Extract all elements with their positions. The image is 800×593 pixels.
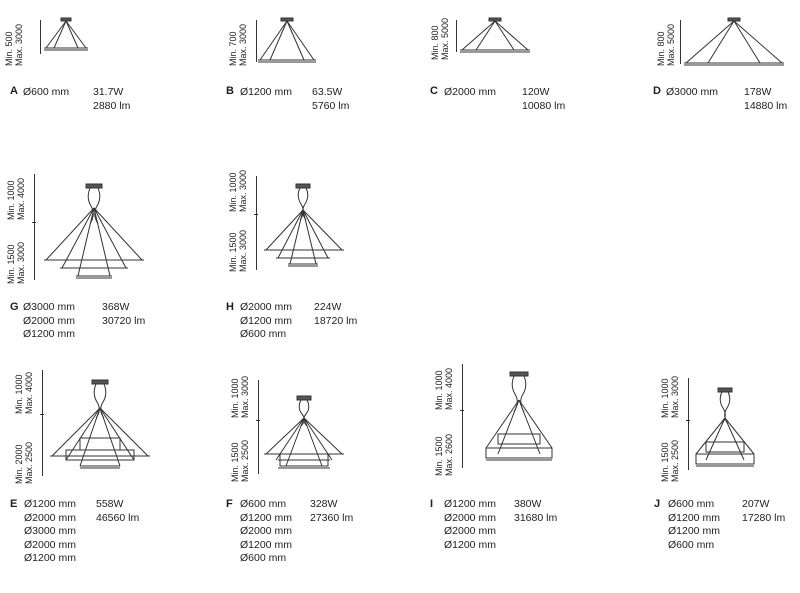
dimension-tick — [254, 214, 258, 215]
model-a-lumens: 2880 lm — [93, 99, 131, 112]
model-j-height-range-upper: Min. 1000 Max. 3000 — [660, 375, 680, 418]
dimension-line — [258, 380, 259, 474]
model-e-lumens: 46560 lm — [96, 511, 140, 524]
model-a-diameters: Ø600 mm — [23, 86, 70, 98]
model-j-output — [742, 498, 785, 525]
dimension-tick — [256, 420, 260, 421]
model-f-power: 328W — [310, 498, 338, 510]
model-f-lumens: 27360 lm — [310, 511, 354, 524]
model-c-power: 120W — [522, 86, 550, 98]
model-d-lumens: 14880 lm — [744, 99, 788, 112]
dimension-line — [42, 370, 43, 476]
model-g-height-range-lower: Min. 1500 Max. 3000 — [6, 241, 26, 284]
model-i-output — [514, 498, 557, 525]
model-a-pendant-illustration — [44, 18, 94, 58]
dimension-tick — [40, 414, 44, 415]
model-j-pendant-illustration — [694, 388, 758, 472]
model-e-pendant-illustration — [50, 380, 160, 480]
model-f-diameters: Ø600 mm Ø1200 mm Ø2000 mm Ø1200 mm Ø600 mm — [240, 498, 292, 564]
model-i-height-range-lower: Min. 1500 Max. 2600 — [434, 433, 454, 476]
model-g-power: 368W — [102, 301, 130, 313]
model-g-letter: G — [10, 301, 19, 313]
model-c-output — [522, 86, 565, 113]
model-b-diameters: Ø1200 mm — [240, 86, 292, 98]
model-i-height-range-upper: Min. 1000 Max. 4000 — [434, 367, 454, 410]
model-h-lumens: 18720 lm — [314, 314, 358, 327]
dimension-line — [688, 378, 689, 470]
model-c-letter: C — [430, 85, 438, 97]
dimension-tick — [32, 222, 36, 223]
model-d-pendant-illustration — [684, 18, 784, 68]
model-c-lumens: 10080 lm — [522, 99, 566, 112]
model-d-power: 178W — [744, 86, 772, 98]
model-h-output — [314, 301, 357, 328]
model-a-power: 31.7W — [93, 86, 124, 98]
model-a-letter: A — [10, 85, 18, 97]
model-g-pendant-illustration — [44, 184, 152, 284]
model-h-pendant-illustration — [264, 184, 348, 274]
model-b-pendant-illustration — [258, 18, 318, 66]
model-f-output — [310, 498, 353, 525]
model-c-diameters: Ø2000 mm — [444, 86, 496, 98]
model-f-letter: F — [226, 498, 233, 510]
model-h-height-range-upper: Min. 1000 Max. 3000 — [228, 169, 248, 212]
model-h-diameters: Ø2000 mm Ø1200 mm Ø600 mm — [240, 301, 292, 340]
model-c-height-range: Min. 800 Max. 5000 — [430, 17, 450, 60]
dimension-line — [680, 20, 681, 64]
dimension-line — [456, 20, 457, 52]
model-j-lumens: 17280 lm — [742, 511, 786, 524]
model-j-diameters: Ø600 mm Ø1200 mm Ø1200 mm Ø600 mm — [668, 498, 720, 551]
model-i-pendant-illustration — [484, 372, 554, 468]
model-h-power: 224W — [314, 301, 342, 313]
model-g-height-range-upper: Min. 1000 Max. 4000 — [6, 177, 26, 220]
model-e-height-range-lower: Min. 2000 Max. 2500 — [14, 441, 34, 484]
model-g-lumens: 30720 lm — [102, 314, 146, 327]
model-g-output — [102, 301, 145, 328]
dimension-line — [34, 174, 35, 280]
model-e-output — [96, 498, 139, 525]
dimension-tick — [460, 410, 464, 411]
model-a-output — [93, 86, 130, 113]
model-b-letter: B — [226, 85, 234, 97]
dimension-tick — [686, 420, 690, 421]
model-d-output — [744, 86, 787, 113]
model-c-pendant-illustration — [460, 18, 530, 56]
dimension-line — [40, 20, 41, 54]
model-b-lumens: 5760 lm — [312, 99, 350, 112]
model-g-diameters: Ø3000 mm Ø2000 mm Ø1200 mm — [23, 301, 75, 340]
model-j-power: 207W — [742, 498, 770, 510]
model-e-letter: E — [10, 498, 18, 510]
model-f-height-range-upper: Min. 1000 Max. 3000 — [230, 375, 250, 418]
dimension-line — [256, 20, 257, 62]
dimension-line — [256, 176, 257, 270]
model-j-height-range-lower: Min. 1500 Max. 2500 — [660, 439, 680, 482]
dimension-line — [462, 364, 463, 468]
model-j-letter: J — [654, 498, 661, 510]
model-i-letter: I — [430, 498, 434, 510]
model-e-diameters: Ø1200 mm Ø2000 mm Ø3000 mm Ø2000 mm Ø1200 mm — [24, 498, 76, 564]
model-i-lumens: 31680 lm — [514, 511, 558, 524]
model-h-height-range-lower: Min. 1500 Max. 3000 — [228, 229, 248, 272]
model-b-power: 63.5W — [312, 86, 343, 98]
model-h-letter: H — [226, 301, 234, 313]
model-b-output — [312, 86, 349, 113]
model-e-height-range-upper: Min. 1000 Max. 4000 — [14, 371, 34, 414]
model-i-power: 380W — [514, 498, 542, 510]
model-f-height-range-lower: Min. 1500 Max. 2500 — [230, 439, 250, 482]
model-d-letter: D — [653, 85, 661, 97]
model-e-power: 558W — [96, 498, 124, 510]
model-d-diameters: Ø3000 mm — [666, 86, 718, 98]
model-d-height-range: Min. 800 Max. 5000 — [656, 23, 676, 66]
model-i-diameters: Ø1200 mm Ø2000 mm Ø2000 mm Ø1200 mm — [444, 498, 496, 551]
model-b-height-range: Min. 700 Max. 3000 — [228, 23, 248, 66]
model-f-pendant-illustration — [264, 396, 348, 476]
model-a-height-range: Min. 500 Max. 3000 — [4, 23, 24, 66]
